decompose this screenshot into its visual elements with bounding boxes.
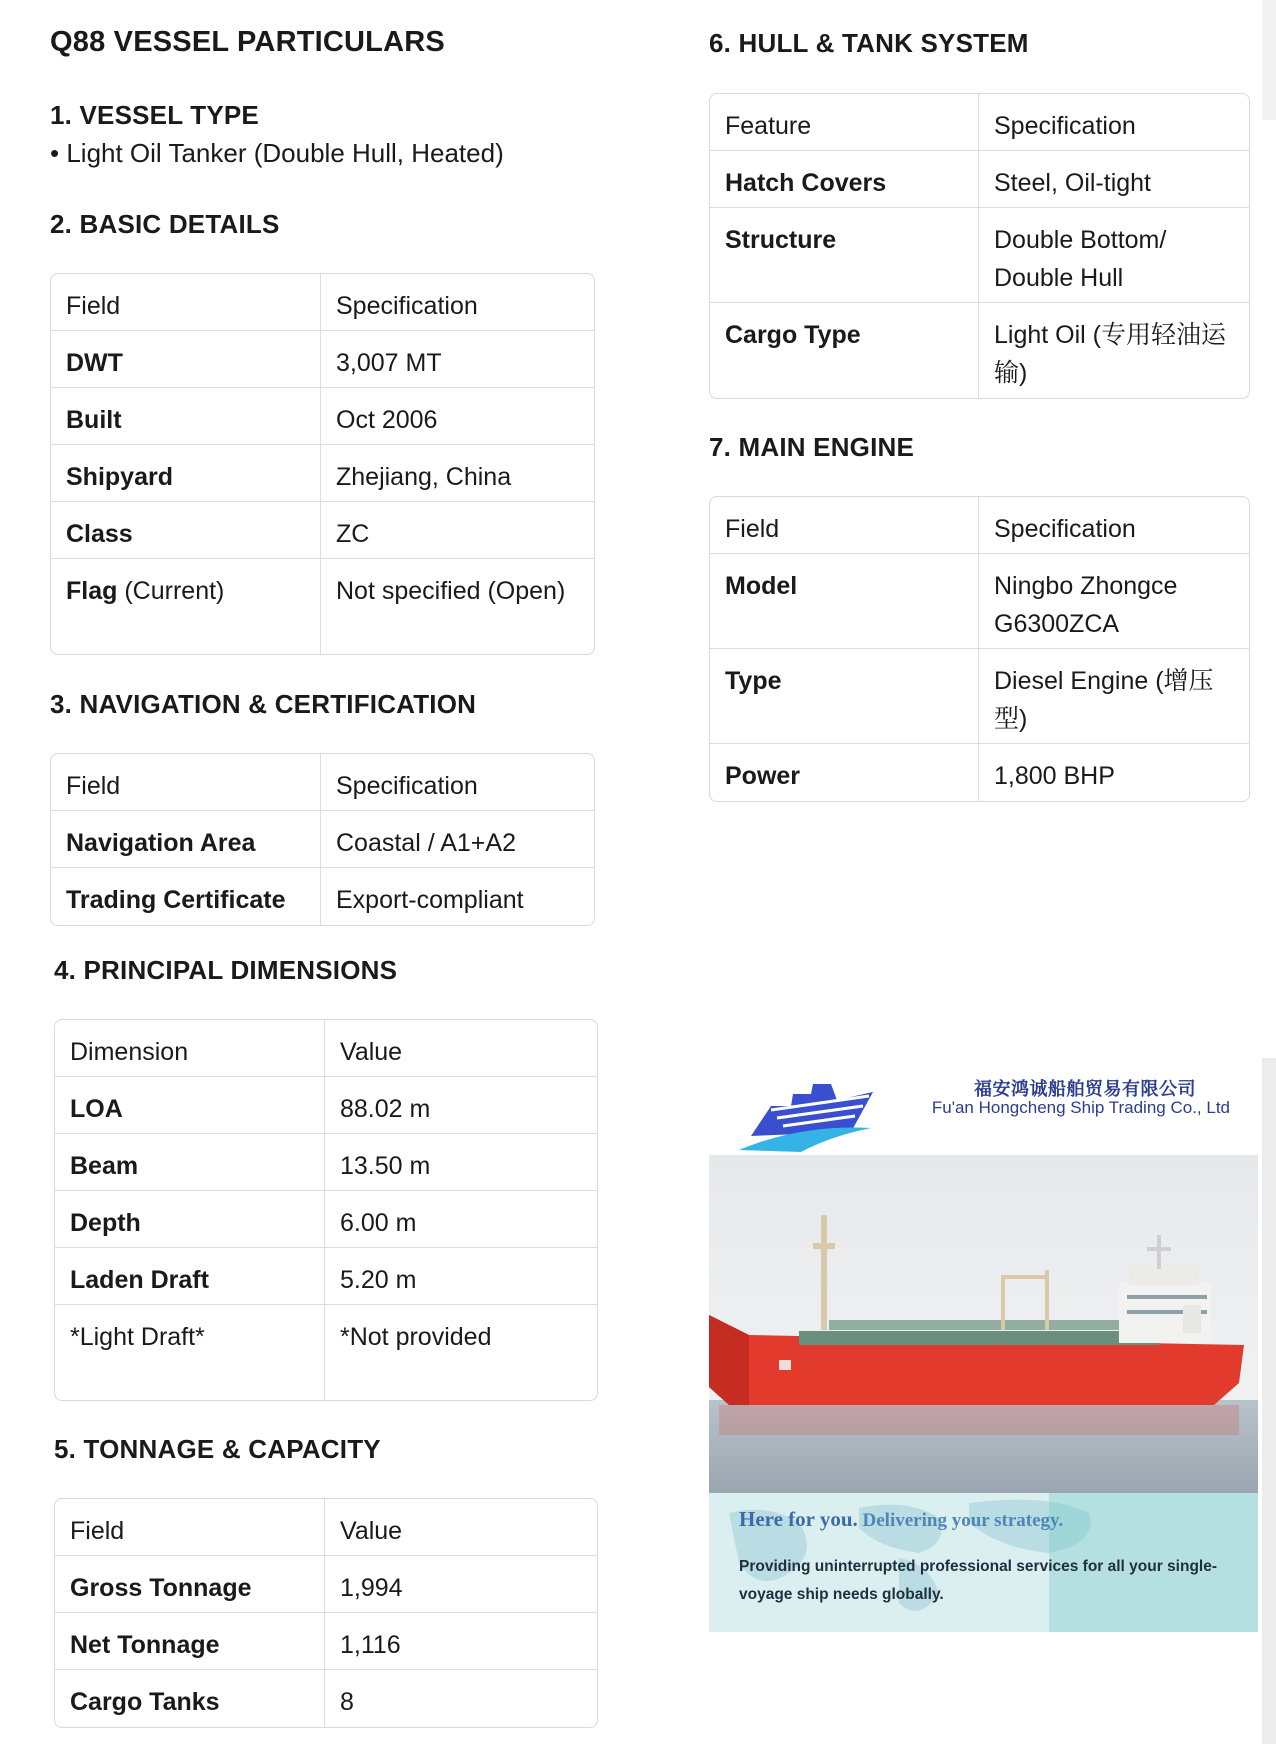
row-value: Steel, Oil-tight — [979, 151, 1249, 208]
advert-body-text: Providing uninterrupted professional services for all your single-voyage ship needs globally. — [739, 1558, 1218, 1603]
row-label: Trading Certificate — [51, 868, 321, 925]
column-header: Specification — [979, 94, 1249, 151]
advert-tagline — [739, 1507, 1063, 1532]
row-label: Cargo Tanks — [55, 1670, 325, 1727]
table-row — [55, 1556, 597, 1613]
table-header-row — [55, 1499, 597, 1556]
page-title: Q88 VESSEL PARTICULARS — [50, 26, 445, 58]
row-label: Cargo Type — [710, 303, 979, 398]
column-header: Specification — [321, 274, 594, 331]
vessel-type-bullet: • Light Oil Tanker (Double Hull, Heated) — [50, 138, 504, 168]
row-value: Not specified (Open) — [336, 577, 566, 605]
row-label-main: Flag — [66, 577, 118, 605]
row-label-suffix: (Current) — [117, 577, 225, 605]
row-value: 6.00 m — [325, 1191, 597, 1248]
table-header-row — [51, 754, 594, 811]
table-row — [51, 559, 594, 654]
tonnage-table — [54, 1498, 598, 1728]
row-label: *Light Draft* — [55, 1305, 325, 1400]
table-row — [55, 1134, 597, 1191]
section-heading-engine: 7. MAIN ENGINE — [709, 432, 915, 462]
tagline-part-a: Here for you. — [739, 1507, 858, 1531]
company-name-en: Fu'an Hongcheng Ship Trading Co., Ltd — [931, 1098, 1230, 1117]
row-label: Hatch Covers — [710, 151, 979, 208]
row-value: Ningbo Zhongce G6300ZCA — [979, 554, 1249, 649]
column-header: Value — [325, 1499, 597, 1556]
section-heading-basic-details: 2. BASIC DETAILS — [50, 209, 280, 239]
row-value: Oct 2006 — [321, 388, 594, 445]
row-label — [51, 559, 321, 654]
section-heading-tonnage: 5. TONNAGE & CAPACITY — [54, 1434, 381, 1464]
column-header: Feature — [710, 94, 979, 151]
row-label: Power — [710, 744, 979, 801]
row-label: Model — [710, 554, 979, 649]
column-header: Field — [710, 497, 979, 554]
table-row — [710, 554, 1249, 649]
row-value: Export-compliant — [336, 886, 524, 914]
table-row — [55, 1613, 597, 1670]
row-value: Coastal / A1+A2 — [321, 811, 594, 868]
column-header: Field — [51, 754, 321, 811]
table-row — [55, 1305, 597, 1400]
row-value: 5.20 m — [325, 1248, 597, 1305]
column-header: Field — [51, 274, 321, 331]
tanker-photo — [709, 1155, 1258, 1493]
engine-table — [709, 496, 1250, 802]
row-label: Laden Draft — [55, 1248, 325, 1305]
column-header: Specification — [321, 754, 594, 811]
column-header: Specification — [979, 497, 1249, 554]
row-label: Depth — [55, 1191, 325, 1248]
row-value: 1,800 BHP — [994, 762, 1115, 790]
row-label: DWT — [51, 331, 321, 388]
row-value: Zhejiang, China — [321, 445, 594, 502]
row-value: ZC — [321, 502, 594, 559]
table-row — [51, 445, 594, 502]
table-row — [55, 1248, 597, 1305]
row-label: LOA — [55, 1077, 325, 1134]
advert-header — [709, 1058, 1258, 1155]
row-value: 8 — [340, 1688, 354, 1716]
table-row — [55, 1670, 597, 1727]
row-label: Net Tonnage — [55, 1613, 325, 1670]
table-row — [710, 649, 1249, 744]
table-row — [710, 303, 1249, 398]
row-label: Class — [51, 502, 321, 559]
table-header-row — [710, 94, 1249, 151]
right-edge-shadow — [1262, 1058, 1276, 1744]
row-value: *Not provided — [340, 1323, 492, 1351]
tagline-part-b: Delivering your strategy. — [857, 1510, 1064, 1531]
section-heading-navigation: 3. NAVIGATION & CERTIFICATION — [50, 689, 477, 719]
row-label: Type — [710, 649, 979, 744]
table-row — [710, 151, 1249, 208]
row-value: 1,994 — [325, 1556, 597, 1613]
hull-table — [709, 93, 1250, 399]
section-heading-vessel-type: 1. VESSEL TYPE — [50, 100, 259, 130]
table-row — [51, 811, 594, 868]
row-label: Beam — [55, 1134, 325, 1191]
advert-tagline-panel — [709, 1493, 1258, 1632]
company-name-cn: 福安鸿诚船舶贸易有限公司 — [974, 1079, 1196, 1099]
table-header-row — [710, 497, 1249, 554]
basic-details-table — [50, 273, 595, 655]
tanker-ship-image — [709, 1155, 1258, 1493]
ship-logo-icon — [731, 1066, 881, 1156]
row-label: Gross Tonnage — [55, 1556, 325, 1613]
navigation-table — [50, 753, 595, 926]
table-row — [710, 744, 1249, 801]
row-value: 3,007 MT — [321, 331, 594, 388]
row-label: Navigation Area — [51, 811, 321, 868]
table-row — [710, 208, 1249, 303]
column-header: Value — [325, 1020, 597, 1077]
row-value: Double Bottom/ Double Hull — [979, 208, 1249, 303]
row-label: Structure — [710, 208, 979, 303]
table-row — [51, 331, 594, 388]
row-value: 88.02 m — [325, 1077, 597, 1134]
row-value: 13.50 m — [325, 1134, 597, 1191]
row-value: 1,116 — [325, 1613, 597, 1670]
row-value: Diesel Engine (增压型) — [979, 649, 1249, 744]
row-value: Light Oil (专用轻油运输) — [994, 321, 1226, 387]
right-edge-shadow — [1262, 0, 1276, 120]
table-header-row — [55, 1020, 597, 1077]
company-advert — [709, 1058, 1258, 1603]
table-row — [51, 868, 594, 925]
row-label: Built — [51, 388, 321, 445]
section-heading-dimensions: 4. PRINCIPAL DIMENSIONS — [54, 955, 398, 985]
column-header: Field — [55, 1499, 325, 1556]
section-heading-hull: 6. HULL & TANK SYSTEM — [709, 28, 1029, 58]
table-row — [55, 1191, 597, 1248]
table-row — [51, 502, 594, 559]
dimensions-table — [54, 1019, 598, 1401]
column-header: Dimension — [55, 1020, 325, 1077]
table-row — [55, 1077, 597, 1134]
table-header-row — [51, 274, 594, 331]
table-row — [51, 388, 594, 445]
row-label: Shipyard — [51, 445, 321, 502]
